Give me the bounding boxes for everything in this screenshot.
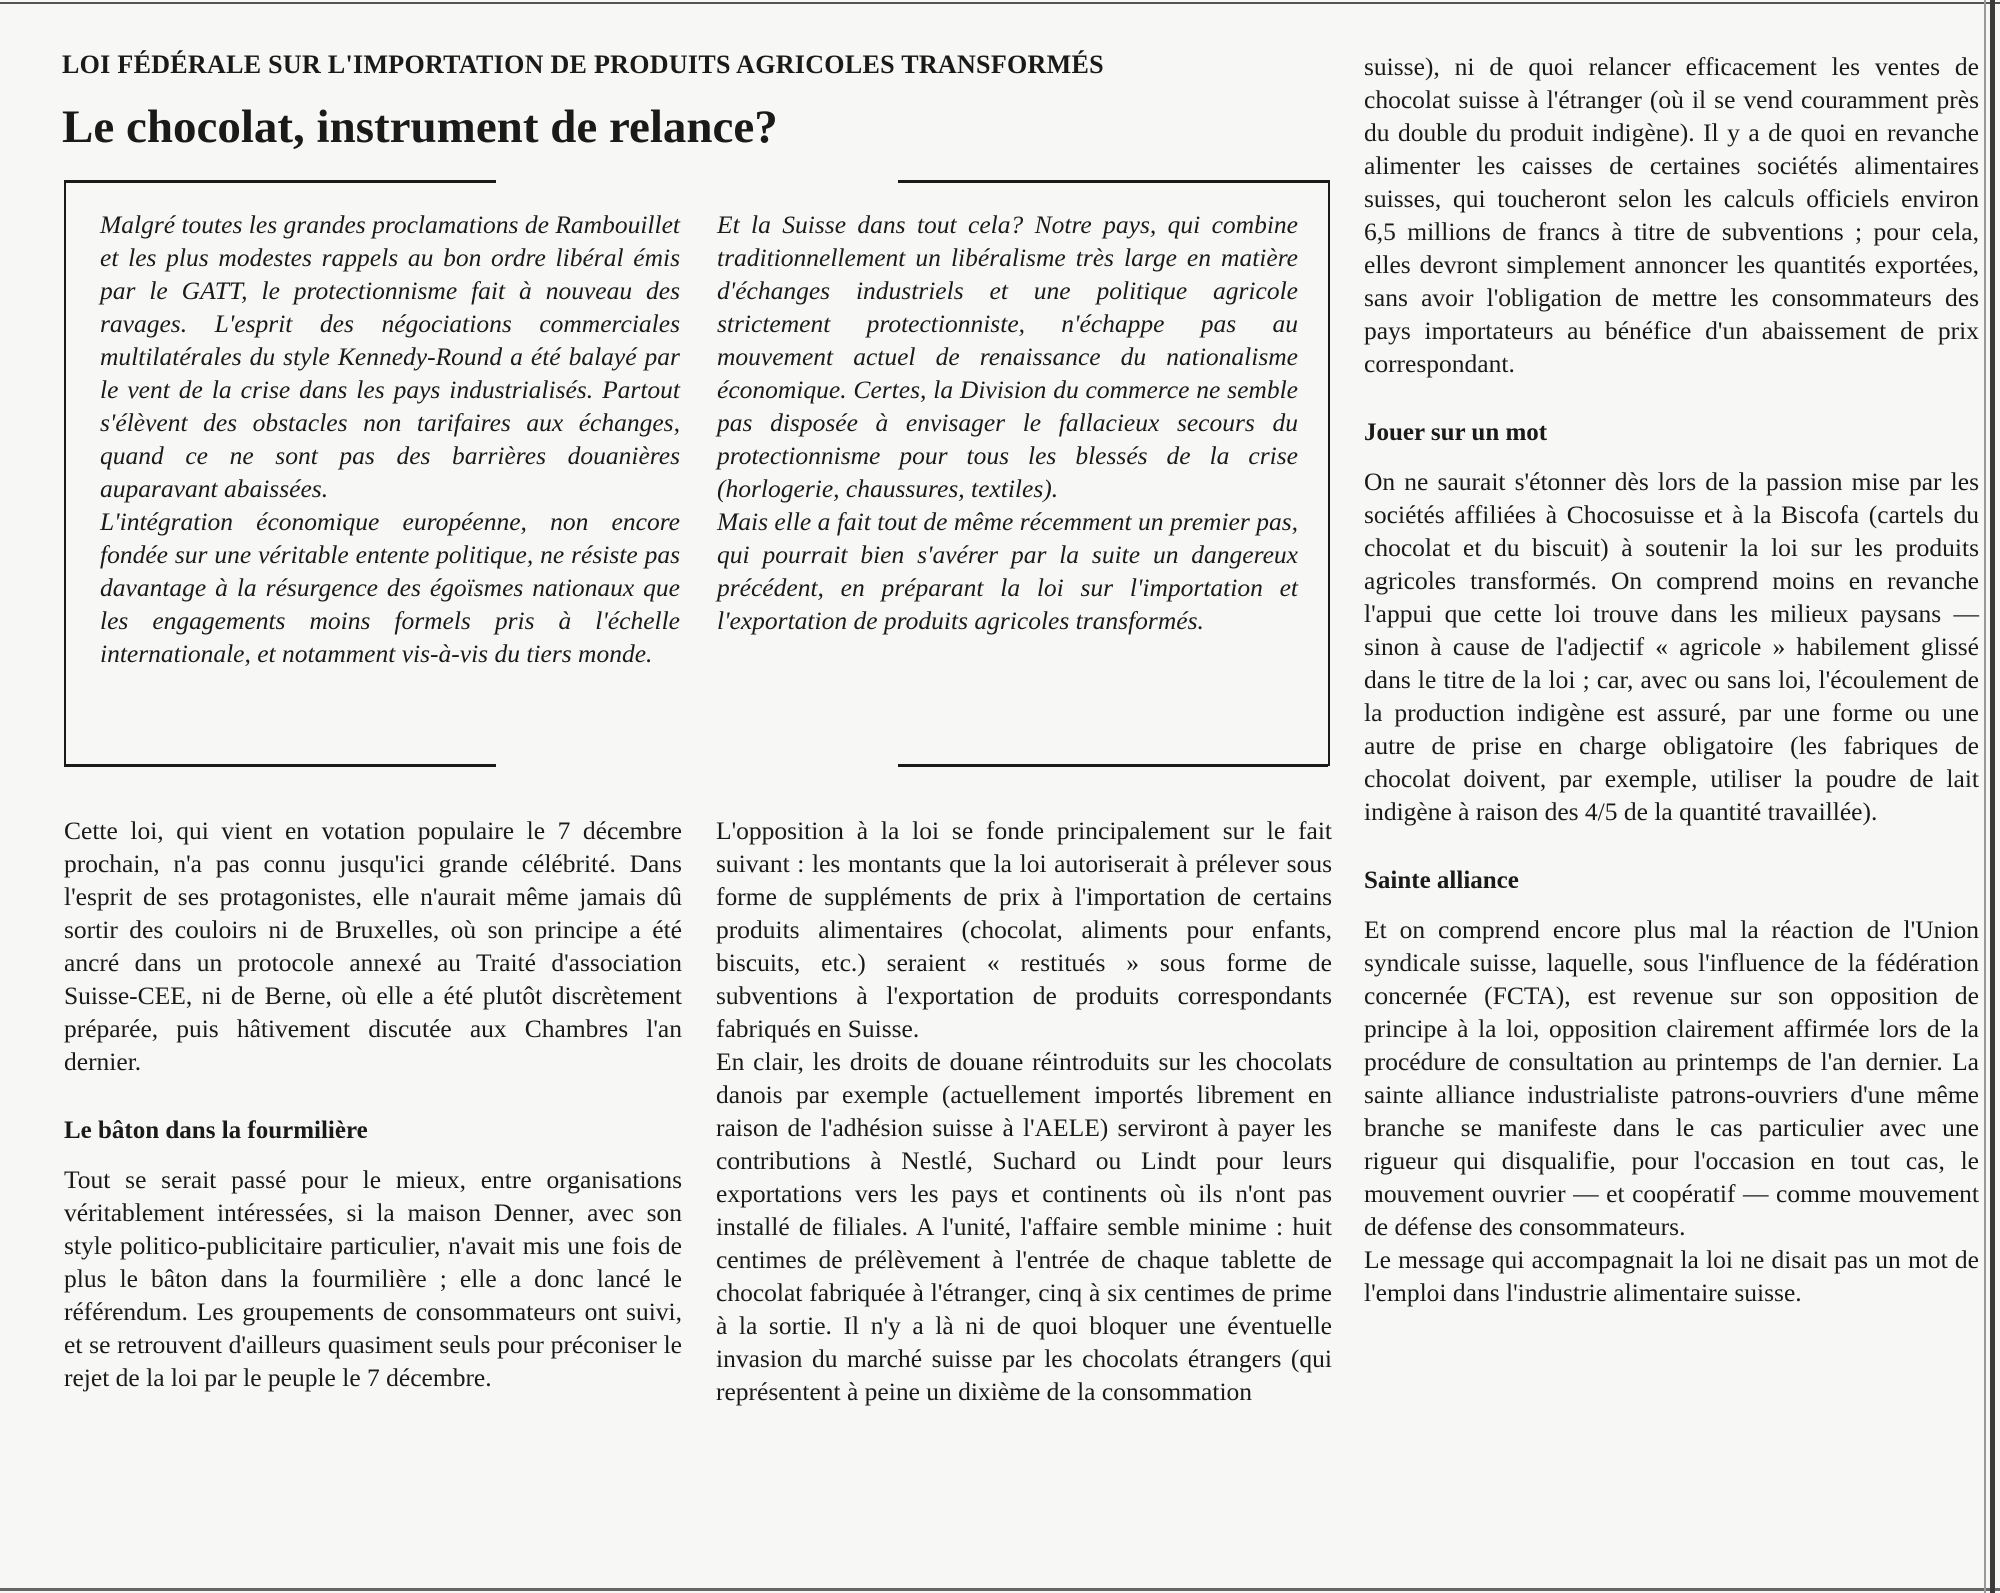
body-column-1 <box>64 814 682 1394</box>
body-paragraph: suisse), ni de quoi relancer efficacement les ventes de chocolat suisse à l'étranger (où il se vend couramment près du double du produit indigène). Il y a de quoi en revanche alimenter les caisses de certaines sociétés alimentaires suisses, qui toucheront selon les calculs officiels environ 6,5 millions de francs à titre de subventions ; pour cela, elles devront simplement annoncer les quantités exportées, sans avoir l'obligation de mettre les consommateurs des pays importateurs au bénéfice d'un abaissement de prix correspondant. <box>1364 52 1979 378</box>
body-column-2 <box>716 814 1332 1408</box>
page-top-edge <box>0 2 2000 4</box>
intro-right-paragraph: Et la Suisse dans tout cela? Notre pays, qui combine traditionnellement un libéralisme très large en matière d'échanges industriels et une politique agricole strictement protectionniste, n'échappe pas au mouvement actuel de renaissance du nationalisme économique. Certes, la Division du commerce ne semble pas disposée à envisager le fallacieux secours du protectionnisme pour tous les blessés de la crise (horlogerie, chaussures, textiles). <box>717 210 1298 503</box>
box-rule-bottom-right <box>898 764 1328 767</box>
body-paragraph: Et on comprend encore plus mal la réaction de l'Union syndicale suisse, laquelle, sous l'influence de la fédération concernée (FCTA), est revenue sur son opposition de principe à la loi, opposition clairement affirmée lors de la procédure de consultation au printemps de l'an dernier. La sainte alliance industrialiste patrons-ouvriers d'une même branche se manifeste dans le cas particulier avec une rigueur qui disqualifie, pour l'occasion en tout cas, le mouvement ouvrier — et coopératif — comme mouvement de défense des consommateurs. <box>1364 915 1979 1241</box>
page-right-edge-inner <box>1984 0 1986 1593</box>
body-paragraph: Cette loi, qui vient en votation populaire le 7 décembre prochain, n'a pas connu jusqu'ici grande célébrité. Dans l'esprit de ses protagonistes, elle n'aurait même jamais dû sortir des couloirs ni de Bruxelles, où son principe a été ancré dans un protocole annexé au Traité d'association Suisse-CEE, ni de Berne, où elle a été plutôt discrètement préparée, puis hâtivement discutée aux Chambres l'an dernier. <box>64 816 682 1076</box>
intro-right-column <box>717 208 1298 637</box>
box-rule-top-left <box>64 180 496 183</box>
body-paragraph: En clair, les droits de douane réintroduits sur les chocolats danois par exemple (actuellement importés librement en raison de l'adhésion suisse à l'AELE) serviront à payer les contributions à Nestlé, Suchard ou Lindt pour leurs exportations vers les pays et continents où ils n'ont pas installé de filiales. A l'unité, l'affaire semble minime : huit centimes de prélèvement à l'entrée de chaque tablette de chocolat fabriquée à l'étranger, cinq à six centimes de prime à la sortie. Il n'y a là ni de quoi bloquer une éventuelle invasion du marché suisse par les chocolats étrangers (qui représentent à peine un dixième de la consommation <box>716 1047 1332 1406</box>
intro-left-column <box>100 208 680 670</box>
box-rule-bottom-left <box>64 764 496 767</box>
intro-left-paragraph: Malgré toutes les grandes proclamations de Rambouillet et les plus modestes rappels au bon ordre libéral émis par le GATT, le protectionnisme fait à nouveau des ravages. L'esprit des négociations commerciales multilatérales du style Kennedy-Round a été balayé par le vent de la crise dans les pays industrialisés. Partout s'élèvent des obstacles non tarifaires aux échanges, quand ce ne sont pas des barrières douanières auparavant abaissées. <box>100 210 680 503</box>
article-kicker: LOI FÉDÉRALE SUR L'IMPORTATION DE PRODUITS AGRICOLES TRANSFORMÉS <box>62 50 1104 79</box>
body-paragraph: Tout se serait passé pour le mieux, entre organisations véritablement intéressées, si la maison Denner, avec son style politico-publicitaire particulier, n'avait mis une fois de plus le bâton dans la fourmilière ; elle a donc lancé le référendum. Les groupements de consommateurs ont suivi, et se retrouvent d'ailleurs quasiment seuls pour préconiser le rejet de la loi par le peuple le 7 décembre. <box>64 1165 682 1392</box>
body-column-3 <box>1364 50 1979 1309</box>
subheading-baton: Le bâton dans la fourmilière <box>64 1117 368 1144</box>
body-paragraph: Le message qui accompagnait la loi ne disait pas un mot de l'emploi dans l'industrie alimentaire suisse. <box>1364 1245 1979 1307</box>
subheading-sainte-alliance: Sainte alliance <box>1364 867 1519 894</box>
page-bottom-edge <box>0 1588 2000 1591</box>
body-paragraph: On ne saurait s'étonner dès lors de la passion mise par les sociétés affiliées à Chocosuisse et à la Biscofa (cartels du chocolat et du biscuit) à soutenir la loi sur les produits agricoles transformés. On comprend moins en revanche l'appui que cette loi trouve dans les milieux paysans — sinon à cause de l'adjectif « agricole » habilement glissé dans le titre de la loi ; car, avec ou sans loi, l'écoulement de la production indigène est assuré, par une forme ou une autre de prise en charge obligatoire (les fabriques de chocolat doivent, par exemple, utiliser la poudre de lait indigène à raison des 4/5 de la quantité travaillée). <box>1364 467 1979 826</box>
page-right-edge <box>1990 0 1995 1593</box>
subheading-jouer: Jouer sur un mot <box>1364 419 1548 446</box>
article-headline: Le chocolat, instrument de relance? <box>62 101 778 153</box>
box-rule-top-right <box>898 180 1328 183</box>
intro-left-paragraph: L'intégration économique européenne, non encore fondée sur une véritable entente politique, ne résiste pas davantage à la résurgence des égoïsmes nationaux que les engagements moins formels pris à l'échelle internationale, et notamment vis-à-vis du tiers monde. <box>100 507 680 668</box>
intro-right-paragraph: Mais elle a fait tout de même récemment un premier pas, qui pourrait bien s'avérer par la suite un dangereux précédent, en préparant la loi sur l'importation et l'exportation de produits agricoles transformés. <box>717 507 1298 635</box>
body-paragraph: L'opposition à la loi se fonde principalement sur le fait suivant : les montants que la loi autoriserait à prélever sous forme de suppléments de prix à l'importation de certains produits alimentaires (chocolat, aliments pour enfants, biscuits, etc.) seraient « restitués » sous forme de subventions à l'exportation de produits correspondants fabriqués en Suisse. <box>716 816 1332 1043</box>
